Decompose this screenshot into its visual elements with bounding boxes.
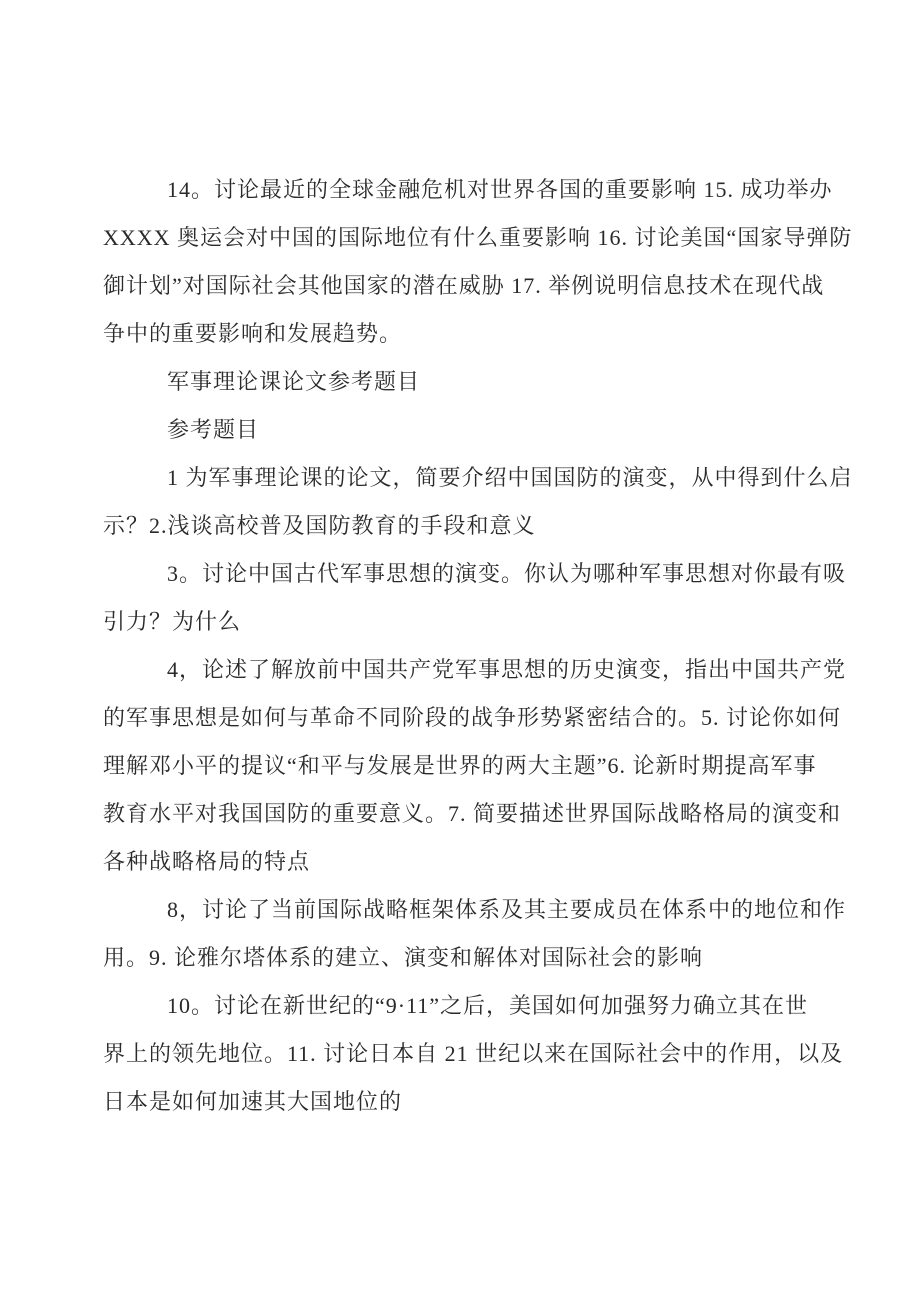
text-line: 参考题目 xyxy=(167,417,260,442)
text-line: 14。讨论最近的全球金融危机对世界各国的重要影响 15. 成功举办 xyxy=(167,177,833,202)
text-line: 的军事思想是如何与革命不同阶段的战争形势紧密结合的。5. 讨论你如何 xyxy=(103,705,842,730)
text-line: 4，论述了解放前中国共产党军事思想的历史演变，指出中国共产党 xyxy=(167,657,847,682)
text-line: 示？2.浅谈高校普及国防教育的手段和意义 xyxy=(103,513,536,538)
text-line: 御计划”对国际社会其他国家的潜在威胁 17. 举例说明信息技术在现代战 xyxy=(103,273,825,298)
text-line: 用。9. 论雅尔塔体系的建立、演变和解体对国际社会的影响 xyxy=(103,945,704,970)
text-line: 日本是如何加速其大国地位的 xyxy=(103,1089,403,1114)
text-line: 教育水平对我国国防的重要意义。7. 简要描述世界国际战略格局的演变和 xyxy=(103,801,842,826)
text-line: 争中的重要影响和发展趋势。 xyxy=(103,321,403,346)
text-line: 理解邓小平的提议“和平与发展是世界的两大主题”6. 论新时期提高军事 xyxy=(103,753,817,778)
document-body xyxy=(103,166,853,1126)
text-line: 8，讨论了当前国际战略框架体系及其主要成员在体系中的地位和作 xyxy=(167,897,847,922)
text-line: 1 为军事理论课的论文，简要介绍中国国防的演变，从中得到什么启 xyxy=(167,465,853,490)
text-line: 引力？为什么 xyxy=(103,609,242,634)
text-line: XXXX 奥运会对中国的国际地位有什么重要影响 16. 讨论美国“国家导弹防 xyxy=(103,225,853,250)
text-line: 界上的领先地位。11. 讨论日本自 21 世纪以来在国际社会中的作用，以及 xyxy=(103,1041,844,1066)
text-line: 军事理论课论文参考题目 xyxy=(167,369,421,394)
text-line: 3。讨论中国古代军事思想的演变。你认为哪种军事思想对你最有吸 xyxy=(167,561,847,586)
text-line: 各种战略格局的特点 xyxy=(103,849,311,874)
text-line: 10。讨论在新世纪的“9·11”之后，美国如何加强努力确立其在世 xyxy=(167,993,809,1018)
